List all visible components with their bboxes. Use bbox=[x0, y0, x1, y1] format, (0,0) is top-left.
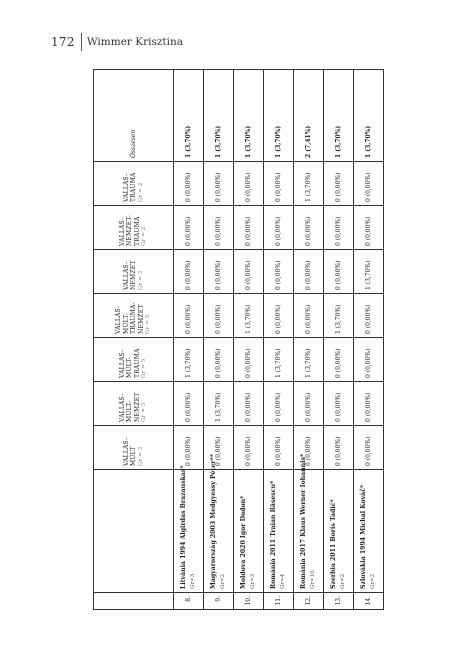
running-head-author: Wimmer Krisztina bbox=[86, 36, 184, 48]
empty-header-cell bbox=[94, 470, 174, 593]
empty-header-cell bbox=[94, 593, 174, 610]
country-name: Románia 2011 Traian Băsescu* bbox=[270, 480, 278, 589]
total-cell: 1 (3,70%) bbox=[354, 70, 384, 162]
row-index: 14. bbox=[354, 593, 384, 610]
value-cell: 0 (0,00%) bbox=[324, 338, 354, 382]
group-count: Gr=2 bbox=[369, 573, 376, 589]
value-cell: 0 (0,00%) bbox=[264, 426, 294, 470]
group-count: Gr=3 bbox=[189, 573, 196, 589]
row-index: 10. bbox=[234, 593, 264, 610]
country-name-cell bbox=[294, 453, 324, 593]
country-name: Románia 2017 Klaus Werner Iohannis* bbox=[300, 453, 308, 589]
value-cell: 0 (0,00%) bbox=[234, 162, 264, 206]
value-cell: 0 (0,00%) bbox=[354, 294, 384, 338]
value-cell: 0 (0,00%) bbox=[354, 162, 384, 206]
country-name-cell bbox=[234, 470, 264, 593]
results-table bbox=[93, 69, 384, 610]
value-cell: 0 (0,00%) bbox=[234, 338, 264, 382]
group-count: Gr=2 bbox=[339, 573, 346, 589]
value-cell: 1 (3,70%) bbox=[354, 250, 384, 294]
country-name-cell bbox=[354, 470, 384, 593]
value-cell: 0 (0,00%) bbox=[234, 426, 264, 470]
column-header: VALLÁS- MÚLT- TRAUMA Gr = 5 bbox=[94, 338, 174, 382]
value-cell: 0 (0,00%) bbox=[204, 426, 234, 470]
country-name: Szlovákia 1994 Michal Kováč* bbox=[360, 484, 368, 589]
table-row bbox=[174, 70, 204, 610]
value-cell: 0 (0,00%) bbox=[354, 426, 384, 470]
country-name: Magyarország 2003 Medgyessy Péter** bbox=[210, 454, 218, 589]
total-cell: 2 (7,41%) bbox=[294, 70, 324, 162]
value-cell: 0 (0,00%) bbox=[174, 426, 204, 470]
value-cell: 0 (0,00%) bbox=[324, 250, 354, 294]
table-row bbox=[294, 70, 324, 610]
country-name: Szerbia 2011 Boris Tadić* bbox=[330, 499, 338, 589]
column-header: VALLÁS- NEMZET Gr = 5 bbox=[94, 250, 174, 294]
value-cell: 0 (0,00%) bbox=[204, 206, 234, 250]
row-index: 13. bbox=[324, 593, 354, 610]
column-header: VALLÁS- TRAUMA Gr = 2 bbox=[94, 162, 174, 206]
value-cell: 0 (0,00%) bbox=[294, 250, 324, 294]
country-name-cell bbox=[174, 465, 204, 593]
value-cell: 0 (0,00%) bbox=[294, 294, 324, 338]
page-number: 172 bbox=[51, 35, 75, 49]
page-header bbox=[51, 32, 183, 52]
value-cell: 0 (0,00%) bbox=[264, 250, 294, 294]
group-count: Gr=4 bbox=[279, 573, 286, 589]
value-cell: 0 (0,00%) bbox=[324, 426, 354, 470]
total-cell: 1 (3,70%) bbox=[264, 70, 294, 162]
total-column-header: Összesen bbox=[94, 70, 174, 162]
value-cell: 0 (0,00%) bbox=[354, 338, 384, 382]
value-cell: 1 (3,70%) bbox=[204, 382, 234, 426]
table-row bbox=[204, 70, 234, 610]
value-cell: 0 (0,00%) bbox=[264, 206, 294, 250]
group-count: Gr=10 bbox=[309, 570, 316, 589]
value-cell: 0 (0,00%) bbox=[264, 162, 294, 206]
column-header: VALLÁS- NEMZET- TRAUMA Gr = 2 bbox=[94, 206, 174, 250]
table-row bbox=[354, 70, 384, 610]
value-cell: 0 (0,00%) bbox=[234, 206, 264, 250]
value-cell: 0 (0,00%) bbox=[354, 382, 384, 426]
total-cell: 1 (3,70%) bbox=[324, 70, 354, 162]
value-cell: 0 (0,00%) bbox=[204, 294, 234, 338]
value-cell: 1 (3,70%) bbox=[234, 294, 264, 338]
country-name-cell bbox=[204, 454, 234, 593]
row-index: 9. bbox=[204, 593, 234, 610]
group-count: Gr=2 bbox=[219, 573, 226, 589]
total-cell: 1 (3,70%) bbox=[204, 70, 234, 162]
table-body bbox=[94, 70, 384, 610]
value-cell: 0 (0,00%) bbox=[234, 382, 264, 426]
country-name: Litvánia 1994 Algirdas Brazauskas* bbox=[180, 465, 188, 589]
table-row bbox=[234, 70, 264, 610]
value-cell: 0 (0,00%) bbox=[264, 294, 294, 338]
table-row bbox=[264, 70, 294, 610]
value-cell: 0 (0,00%) bbox=[324, 382, 354, 426]
total-cell: 1 (3,70%) bbox=[234, 70, 264, 162]
value-cell: 1 (3,70%) bbox=[294, 162, 324, 206]
column-header: VALLÁS- MÚLT Gr = 5 bbox=[94, 426, 174, 470]
value-cell: 0 (0,00%) bbox=[174, 250, 204, 294]
value-cell: 0 (0,00%) bbox=[324, 206, 354, 250]
value-cell: 0 (0,00%) bbox=[174, 382, 204, 426]
rotated-table-area bbox=[93, 70, 383, 610]
value-cell: 0 (0,00%) bbox=[174, 294, 204, 338]
column-header: VALLÁS- MÚLT- TRAUMA- NEMZET Gr = 5 bbox=[94, 294, 174, 338]
value-cell: 0 (0,00%) bbox=[294, 206, 324, 250]
value-cell: 1 (3,70%) bbox=[174, 338, 204, 382]
table-row bbox=[324, 70, 354, 610]
value-cell: 0 (0,00%) bbox=[294, 426, 324, 470]
row-index: 11. bbox=[264, 593, 294, 610]
value-cell: 0 (0,00%) bbox=[204, 250, 234, 294]
value-cell: 0 (0,00%) bbox=[204, 162, 234, 206]
value-cell: 1 (3,70%) bbox=[264, 338, 294, 382]
value-cell: 0 (0,00%) bbox=[204, 338, 234, 382]
value-cell: 0 (0,00%) bbox=[324, 162, 354, 206]
value-cell: 0 (0,00%) bbox=[174, 162, 204, 206]
value-cell: 0 (0,00%) bbox=[294, 382, 324, 426]
header-divider bbox=[81, 33, 82, 51]
group-count: Gr=3 bbox=[249, 573, 256, 589]
value-cell: 0 (0,00%) bbox=[354, 206, 384, 250]
value-cell: 1 (3,70%) bbox=[324, 294, 354, 338]
value-cell: 0 (0,00%) bbox=[234, 250, 264, 294]
value-cell: 1 (3,70%) bbox=[294, 338, 324, 382]
country-name-cell bbox=[264, 470, 294, 593]
row-index: 8. bbox=[174, 593, 204, 610]
column-header: VALLÁS- MÚLT- NEMZET Gr = 3 bbox=[94, 382, 174, 426]
table-header-row bbox=[94, 70, 174, 610]
row-index: 12. bbox=[294, 593, 324, 610]
country-name-cell bbox=[324, 470, 354, 593]
value-cell: 0 (0,00%) bbox=[174, 206, 204, 250]
value-cell: 0 (0,00%) bbox=[264, 382, 294, 426]
rotated-table-container bbox=[93, 70, 383, 610]
total-cell: 1 (3,70%) bbox=[174, 70, 204, 162]
country-name: Moldova 2020 Igor Dodon* bbox=[240, 495, 248, 589]
